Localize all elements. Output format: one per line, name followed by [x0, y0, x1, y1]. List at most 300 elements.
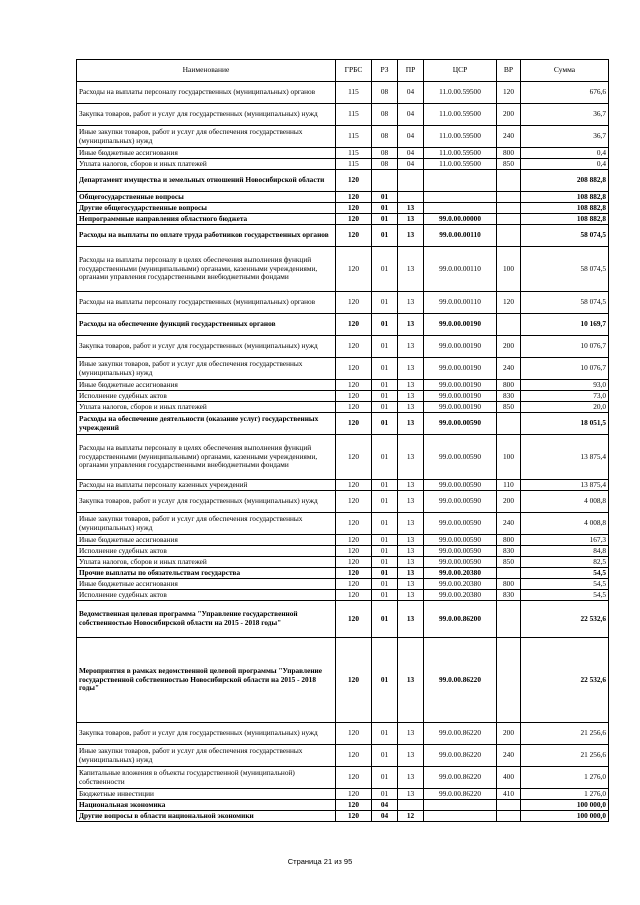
- cell-sum: 167,3: [521, 535, 609, 546]
- cell-grbs: 120: [336, 358, 372, 380]
- cell-grbs: 115: [336, 148, 372, 159]
- cell-vr: 800: [497, 380, 521, 391]
- cell-pr: 13: [398, 638, 424, 723]
- cell-vr: [497, 568, 521, 579]
- cell-sum: 54,5: [521, 590, 609, 601]
- cell-pr: 04: [398, 159, 424, 170]
- cell-sum: 108 882,8: [521, 203, 609, 214]
- cell-csr: 99.0.00.20380: [424, 568, 497, 579]
- cell-grbs: 120: [336, 546, 372, 557]
- cell-pr: 13: [398, 358, 424, 380]
- cell-rz: 08: [372, 82, 398, 104]
- cell-vr: 240: [497, 126, 521, 148]
- table-row: [77, 557, 609, 568]
- cell-pr: 04: [398, 126, 424, 148]
- cell-sum: 108 882,8: [521, 214, 609, 225]
- cell-sum: 22 532,6: [521, 638, 609, 723]
- cell-sum: 54,5: [521, 568, 609, 579]
- cell-name: Капитальные вложения в объекты государственной (муниципальной) собственности: [77, 767, 336, 789]
- cell-vr: 200: [497, 336, 521, 358]
- cell-grbs: 120: [336, 590, 372, 601]
- cell-csr: 99.0.00.00190: [424, 314, 497, 336]
- cell-rz: 01: [372, 247, 398, 292]
- header-rz: РЗ: [372, 60, 398, 82]
- cell-csr: 99.0.00.00110: [424, 292, 497, 314]
- cell-name: Расходы на выплаты персоналу в целях обеспечения выполнения функций государственными (муниципальными) органами, казенными учреждениями, органами управления государственными внебюджетными фондами: [77, 247, 336, 292]
- cell-sum: 22 532,6: [521, 601, 609, 638]
- table-row: [77, 391, 609, 402]
- cell-vr: 830: [497, 391, 521, 402]
- cell-name: Национальная экономика: [77, 800, 336, 811]
- cell-rz: 01: [372, 789, 398, 800]
- cell-grbs: 120: [336, 491, 372, 513]
- cell-vr: 800: [497, 535, 521, 546]
- cell-rz: 01: [372, 391, 398, 402]
- cell-csr: 99.0.00.00590: [424, 413, 497, 435]
- cell-pr: 13: [398, 546, 424, 557]
- cell-name: Расходы на выплаты по оплате труда работников государственных органов: [77, 225, 336, 247]
- cell-csr: [424, 192, 497, 203]
- cell-csr: 99.0.00.00590: [424, 546, 497, 557]
- table-header-row: [77, 60, 609, 82]
- cell-vr: 120: [497, 292, 521, 314]
- cell-sum: 100 000,0: [521, 800, 609, 811]
- cell-grbs: 115: [336, 126, 372, 148]
- cell-name: Закупка товаров, работ и услуг для государственных (муниципальных) нужд: [77, 336, 336, 358]
- cell-vr: 120: [497, 82, 521, 104]
- cell-sum: 73,0: [521, 391, 609, 402]
- table-row: [77, 546, 609, 557]
- table-row: [77, 203, 609, 214]
- cell-grbs: 120: [336, 767, 372, 789]
- cell-name: Мероприятия в рамках ведомственной целевой программы "Управление государственной собственностью Новосибирской области на 2015 - 2018 годы": [77, 638, 336, 723]
- cell-sum: 93,0: [521, 380, 609, 391]
- cell-rz: 01: [372, 435, 398, 480]
- cell-csr: 99.0.00.00590: [424, 491, 497, 513]
- cell-grbs: 120: [336, 723, 372, 745]
- cell-csr: 99.0.00.00190: [424, 358, 497, 380]
- cell-rz: 04: [372, 811, 398, 822]
- cell-grbs: 115: [336, 82, 372, 104]
- cell-rz: 01: [372, 767, 398, 789]
- cell-vr: [497, 203, 521, 214]
- header-grbs: ГРБС: [336, 60, 372, 82]
- cell-sum: 1 276,0: [521, 767, 609, 789]
- table-row: [77, 435, 609, 480]
- table-row: [77, 535, 609, 546]
- header-sum: Сумма: [521, 60, 609, 82]
- table-row: [77, 745, 609, 767]
- table-row: [77, 491, 609, 513]
- cell-rz: 01: [372, 413, 398, 435]
- cell-pr: 13: [398, 336, 424, 358]
- cell-vr: 240: [497, 745, 521, 767]
- cell-grbs: 120: [336, 203, 372, 214]
- table-row: [77, 159, 609, 170]
- cell-vr: 200: [497, 104, 521, 126]
- cell-csr: 11.0.00.59500: [424, 104, 497, 126]
- cell-vr: 200: [497, 723, 521, 745]
- cell-pr: 13: [398, 413, 424, 435]
- cell-sum: 21 256,6: [521, 723, 609, 745]
- cell-pr: [398, 170, 424, 192]
- cell-vr: 200: [497, 491, 521, 513]
- cell-vr: 110: [497, 480, 521, 491]
- cell-sum: 10 076,7: [521, 358, 609, 380]
- cell-rz: 01: [372, 314, 398, 336]
- cell-csr: 99.0.00.00190: [424, 402, 497, 413]
- cell-rz: 08: [372, 126, 398, 148]
- cell-vr: [497, 638, 521, 723]
- cell-pr: 04: [398, 148, 424, 159]
- cell-name: Расходы на обеспечение функций государственных органов: [77, 314, 336, 336]
- cell-grbs: 120: [336, 480, 372, 491]
- cell-pr: [398, 800, 424, 811]
- cell-csr: 99.0.00.86220: [424, 723, 497, 745]
- cell-rz: 01: [372, 579, 398, 590]
- cell-name: Иные бюджетные ассигнования: [77, 535, 336, 546]
- cell-csr: 99.0.00.00190: [424, 391, 497, 402]
- cell-rz: [372, 170, 398, 192]
- table-row: [77, 590, 609, 601]
- cell-csr: [424, 203, 497, 214]
- cell-name: Расходы на выплаты персоналу казенных учреждений: [77, 480, 336, 491]
- cell-csr: 99.0.00.00110: [424, 247, 497, 292]
- cell-pr: 13: [398, 380, 424, 391]
- cell-vr: 850: [497, 557, 521, 568]
- budget-table-sheet: [76, 59, 608, 822]
- cell-csr: 11.0.00.59500: [424, 126, 497, 148]
- cell-vr: 400: [497, 767, 521, 789]
- cell-name: Иные бюджетные ассигнования: [77, 380, 336, 391]
- cell-pr: 13: [398, 214, 424, 225]
- cell-vr: 240: [497, 358, 521, 380]
- cell-grbs: 120: [336, 292, 372, 314]
- cell-csr: [424, 811, 497, 822]
- cell-vr: 800: [497, 579, 521, 590]
- cell-vr: [497, 601, 521, 638]
- table-row: [77, 601, 609, 638]
- cell-pr: 13: [398, 745, 424, 767]
- budget-table: [76, 59, 609, 822]
- cell-grbs: 120: [336, 336, 372, 358]
- cell-sum: 21 256,6: [521, 745, 609, 767]
- cell-name: Иные бюджетные ассигнования: [77, 579, 336, 590]
- cell-sum: 4 008,8: [521, 491, 609, 513]
- header-pr: ПР: [398, 60, 424, 82]
- cell-csr: 99.0.00.20380: [424, 579, 497, 590]
- cell-name: Другие общегосударственные вопросы: [77, 203, 336, 214]
- cell-name: Закупка товаров, работ и услуг для государственных (муниципальных) нужд: [77, 104, 336, 126]
- table-row: [77, 148, 609, 159]
- cell-sum: 36,7: [521, 104, 609, 126]
- cell-csr: 99.0.00.00190: [424, 336, 497, 358]
- table-row: [77, 192, 609, 203]
- cell-name: Департамент имущества и земельных отношений Новосибирской области: [77, 170, 336, 192]
- cell-name: Бюджетные инвестиции: [77, 789, 336, 800]
- cell-pr: 13: [398, 535, 424, 546]
- cell-rz: 01: [372, 192, 398, 203]
- cell-rz: 01: [372, 358, 398, 380]
- cell-grbs: 120: [336, 568, 372, 579]
- cell-name: Уплата налогов, сборов и иных платежей: [77, 557, 336, 568]
- cell-pr: 13: [398, 590, 424, 601]
- cell-sum: 4 008,8: [521, 513, 609, 535]
- cell-grbs: 120: [336, 214, 372, 225]
- cell-csr: 99.0.00.00000: [424, 214, 497, 225]
- cell-pr: 13: [398, 557, 424, 568]
- cell-name: Закупка товаров, работ и услуг для государственных (муниципальных) нужд: [77, 491, 336, 513]
- cell-grbs: 120: [336, 638, 372, 723]
- table-row: [77, 82, 609, 104]
- table-row: [77, 314, 609, 336]
- cell-grbs: 120: [336, 225, 372, 247]
- cell-grbs: 120: [336, 579, 372, 590]
- cell-pr: 04: [398, 82, 424, 104]
- cell-name: Иные закупки товаров, работ и услуг для обеспечения государственных (муниципальных) нужд: [77, 358, 336, 380]
- cell-name: Иные закупки товаров, работ и услуг для обеспечения государственных (муниципальных) нужд: [77, 513, 336, 535]
- cell-grbs: 120: [336, 811, 372, 822]
- cell-vr: 850: [497, 159, 521, 170]
- cell-grbs: 120: [336, 745, 372, 767]
- cell-rz: 01: [372, 292, 398, 314]
- cell-csr: 99.0.00.86200: [424, 601, 497, 638]
- cell-vr: [497, 192, 521, 203]
- cell-grbs: 120: [336, 557, 372, 568]
- cell-sum: 1 276,0: [521, 789, 609, 800]
- cell-rz: 01: [372, 590, 398, 601]
- cell-grbs: 120: [336, 391, 372, 402]
- table-body: [77, 82, 609, 822]
- cell-name: Иные закупки товаров, работ и услуг для обеспечения государственных (муниципальных) нужд: [77, 126, 336, 148]
- cell-pr: [398, 192, 424, 203]
- cell-name: Расходы на выплаты персоналу государственных (муниципальных) органов: [77, 292, 336, 314]
- cell-name: Иные бюджетные ассигнования: [77, 148, 336, 159]
- cell-name: Исполнение судебных актов: [77, 391, 336, 402]
- cell-csr: 11.0.00.59500: [424, 82, 497, 104]
- cell-csr: 99.0.00.86220: [424, 745, 497, 767]
- cell-csr: 99.0.00.00590: [424, 535, 497, 546]
- cell-sum: 58 074,5: [521, 247, 609, 292]
- table-row: [77, 402, 609, 413]
- cell-csr: 99.0.00.86220: [424, 638, 497, 723]
- table-row: [77, 126, 609, 148]
- cell-vr: [497, 800, 521, 811]
- cell-csr: 11.0.00.59500: [424, 148, 497, 159]
- cell-rz: 04: [372, 800, 398, 811]
- cell-sum: 10 169,7: [521, 314, 609, 336]
- cell-name: Уплата налогов, сборов и иных платежей: [77, 402, 336, 413]
- cell-grbs: 120: [336, 800, 372, 811]
- cell-sum: 13 875,4: [521, 480, 609, 491]
- cell-csr: 99.0.00.86220: [424, 789, 497, 800]
- cell-sum: 676,6: [521, 82, 609, 104]
- cell-grbs: 120: [336, 535, 372, 546]
- cell-grbs: 120: [336, 402, 372, 413]
- table-row: [77, 800, 609, 811]
- cell-rz: 01: [372, 568, 398, 579]
- header-name: Наименование: [77, 60, 336, 82]
- cell-rz: 01: [372, 214, 398, 225]
- cell-pr: 13: [398, 601, 424, 638]
- cell-name: Исполнение судебных актов: [77, 546, 336, 557]
- cell-vr: 410: [497, 789, 521, 800]
- cell-pr: 13: [398, 435, 424, 480]
- cell-name: Другие вопросы в области национальной экономики: [77, 811, 336, 822]
- cell-name: Исполнение судебных актов: [77, 590, 336, 601]
- cell-sum: 84,8: [521, 546, 609, 557]
- table-row: [77, 214, 609, 225]
- cell-pr: 13: [398, 203, 424, 214]
- cell-grbs: 120: [336, 170, 372, 192]
- cell-sum: 10 076,7: [521, 336, 609, 358]
- cell-name: Уплата налогов, сборов и иных платежей: [77, 159, 336, 170]
- cell-rz: 01: [372, 638, 398, 723]
- cell-pr: 13: [398, 480, 424, 491]
- table-row: [77, 104, 609, 126]
- cell-csr: [424, 800, 497, 811]
- cell-pr: 13: [398, 579, 424, 590]
- cell-pr: 13: [398, 723, 424, 745]
- table-row: [77, 380, 609, 391]
- cell-pr: 13: [398, 391, 424, 402]
- cell-pr: 13: [398, 402, 424, 413]
- cell-sum: 100 000,0: [521, 811, 609, 822]
- table-row: [77, 247, 609, 292]
- cell-sum: 58 074,5: [521, 292, 609, 314]
- table-row: [77, 292, 609, 314]
- cell-vr: [497, 314, 521, 336]
- header-csr: ЦСР: [424, 60, 497, 82]
- cell-csr: 99.0.00.00590: [424, 480, 497, 491]
- cell-pr: 13: [398, 225, 424, 247]
- cell-grbs: 120: [336, 601, 372, 638]
- cell-name: Расходы на выплаты персоналу государственных (муниципальных) органов: [77, 82, 336, 104]
- table-row: [77, 170, 609, 192]
- cell-grbs: 120: [336, 413, 372, 435]
- table-row: [77, 723, 609, 745]
- table-row: [77, 413, 609, 435]
- cell-pr: 13: [398, 491, 424, 513]
- cell-csr: 99.0.00.00590: [424, 513, 497, 535]
- cell-rz: 01: [372, 513, 398, 535]
- table-row: [77, 336, 609, 358]
- cell-grbs: 120: [336, 380, 372, 391]
- cell-pr: 04: [398, 104, 424, 126]
- cell-name: Расходы на выплаты персоналу в целях обеспечения выполнения функций государственными (муниципальными) органами, казенными учреждениями, органами управления государственными внебюджетными фондами: [77, 435, 336, 480]
- cell-csr: 99.0.00.20380: [424, 590, 497, 601]
- cell-sum: 18 051,5: [521, 413, 609, 435]
- cell-rz: 01: [372, 402, 398, 413]
- cell-sum: 82,5: [521, 557, 609, 568]
- cell-rz: 01: [372, 480, 398, 491]
- cell-name: Иные закупки товаров, работ и услуг для обеспечения государственных (муниципальных) нужд: [77, 745, 336, 767]
- cell-name: Расходы на обеспечение деятельности (оказание услуг) государственных учреждений: [77, 413, 336, 435]
- cell-rz: 01: [372, 225, 398, 247]
- cell-grbs: 120: [336, 314, 372, 336]
- table-row: [77, 568, 609, 579]
- cell-vr: 240: [497, 513, 521, 535]
- cell-rz: 01: [372, 557, 398, 568]
- cell-pr: 13: [398, 767, 424, 789]
- cell-csr: 99.0.00.00590: [424, 435, 497, 480]
- cell-pr: 12: [398, 811, 424, 822]
- cell-grbs: 115: [336, 104, 372, 126]
- cell-grbs: 120: [336, 789, 372, 800]
- cell-csr: 11.0.00.59500: [424, 159, 497, 170]
- cell-rz: 01: [372, 380, 398, 391]
- cell-vr: [497, 225, 521, 247]
- cell-vr: 830: [497, 590, 521, 601]
- cell-vr: [497, 811, 521, 822]
- cell-pr: 13: [398, 513, 424, 535]
- cell-csr: 99.0.00.00590: [424, 557, 497, 568]
- cell-rz: 08: [372, 159, 398, 170]
- cell-csr: 99.0.00.86220: [424, 767, 497, 789]
- cell-sum: 0,4: [521, 159, 609, 170]
- table-row: [77, 225, 609, 247]
- cell-sum: 54,5: [521, 579, 609, 590]
- cell-grbs: 120: [336, 247, 372, 292]
- cell-pr: 13: [398, 292, 424, 314]
- cell-vr: 100: [497, 435, 521, 480]
- cell-rz: 01: [372, 546, 398, 557]
- cell-name: Общегосударственные вопросы: [77, 192, 336, 203]
- page-footer: Страница 21 из 95: [287, 857, 353, 866]
- cell-vr: 830: [497, 546, 521, 557]
- header-vr: ВР: [497, 60, 521, 82]
- cell-rz: 01: [372, 491, 398, 513]
- table-row: [77, 638, 609, 723]
- cell-vr: 100: [497, 247, 521, 292]
- cell-sum: 108 882,8: [521, 192, 609, 203]
- cell-pr: 13: [398, 789, 424, 800]
- cell-pr: 13: [398, 568, 424, 579]
- cell-rz: 08: [372, 104, 398, 126]
- cell-rz: 01: [372, 745, 398, 767]
- cell-name: Закупка товаров, работ и услуг для государственных (муниципальных) нужд: [77, 723, 336, 745]
- cell-rz: 01: [372, 203, 398, 214]
- cell-rz: 01: [372, 336, 398, 358]
- cell-sum: 0,4: [521, 148, 609, 159]
- table-row: [77, 480, 609, 491]
- cell-rz: 08: [372, 148, 398, 159]
- cell-sum: 208 882,8: [521, 170, 609, 192]
- cell-sum: 36,7: [521, 126, 609, 148]
- cell-rz: 01: [372, 535, 398, 546]
- cell-vr: [497, 170, 521, 192]
- cell-rz: 01: [372, 601, 398, 638]
- cell-grbs: 120: [336, 513, 372, 535]
- cell-name: Прочие выплаты по обязательствам государства: [77, 568, 336, 579]
- table-row: [77, 767, 609, 789]
- table-row: [77, 358, 609, 380]
- cell-csr: 99.0.00.00190: [424, 380, 497, 391]
- cell-pr: 13: [398, 314, 424, 336]
- cell-vr: 800: [497, 148, 521, 159]
- cell-sum: 58 074,5: [521, 225, 609, 247]
- table-row: [77, 811, 609, 822]
- table-row: [77, 789, 609, 800]
- cell-rz: 01: [372, 723, 398, 745]
- cell-pr: 13: [398, 247, 424, 292]
- cell-csr: [424, 170, 497, 192]
- cell-grbs: 120: [336, 435, 372, 480]
- table-row: [77, 579, 609, 590]
- cell-grbs: 115: [336, 159, 372, 170]
- cell-csr: 99.0.00.00110: [424, 225, 497, 247]
- cell-grbs: 120: [336, 192, 372, 203]
